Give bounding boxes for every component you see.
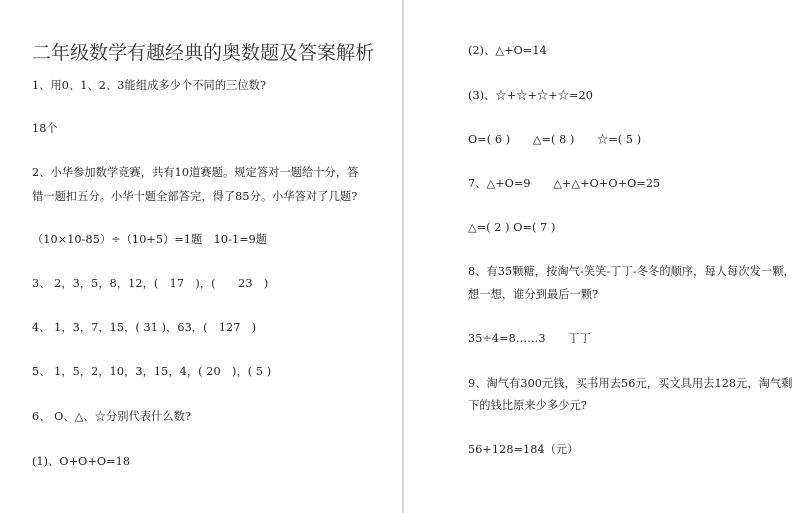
question-9-line-1: 9、淘气有300元钱，买书用去56元，买文具用去128元，淘气剩 [468,377,793,390]
question-2-line-2: 错一题扣五分。小华十题全部答完，得了85分。小华答对了几题? [32,190,358,203]
question-6-part-2: (2)、△+O=14 [468,44,547,57]
question-3: 3、 2，3，5，8，12，( 17 )，( 23 ) [32,277,269,290]
answer-8: 35÷4=8……3 丁丁 [468,332,591,345]
question-2-line-1: 2、小华参加数学竞赛，共有10道赛题。规定答对一题给十分，答 [32,166,359,179]
document-title: 二年级数学有趣经典的奥数题及答案解析 [32,42,375,64]
question-1: 1、用0、1、2、3能组成多少个不同的三位数? [32,79,267,92]
answer-6: O=( 6 ) △=( 8 ) ☆=( 5 ) [468,133,642,146]
question-4: 4、 1，3，7，15，( 31 )，63，( 127 ) [32,321,257,334]
answer-7: △=( 2 ) O=( 7 ) [468,221,556,234]
question-6-part-1: (1)、O+O+O=18 [32,455,131,468]
question-6-part-3: (3)、☆+☆+☆+☆=20 [468,89,593,102]
question-6: 6、 O、△、☆分别代表什么数? [32,410,192,423]
right-page [404,0,800,513]
question-5: 5、 1，5，2，10，3，15，4，( 20 )，( 5 ) [32,365,272,378]
answer-2: （10×10-85）÷（10+5）=1题 10-1=9题 [32,233,268,246]
question-8-line-1: 8、有35颗糖，按淘气-笑笑-丁丁-冬冬的顺序，每人每次发一颗， [468,265,795,278]
question-7: 7、△+O=9 △+△+O+O+O=25 [468,177,661,190]
answer-9: 56+128=184（元） [468,443,579,456]
question-9-line-2: 下的钱比原来少多少元? [468,399,587,412]
question-8-line-2: 想一想，谁分到最后一颗? [468,288,599,301]
answer-1: 18个 [32,122,58,135]
